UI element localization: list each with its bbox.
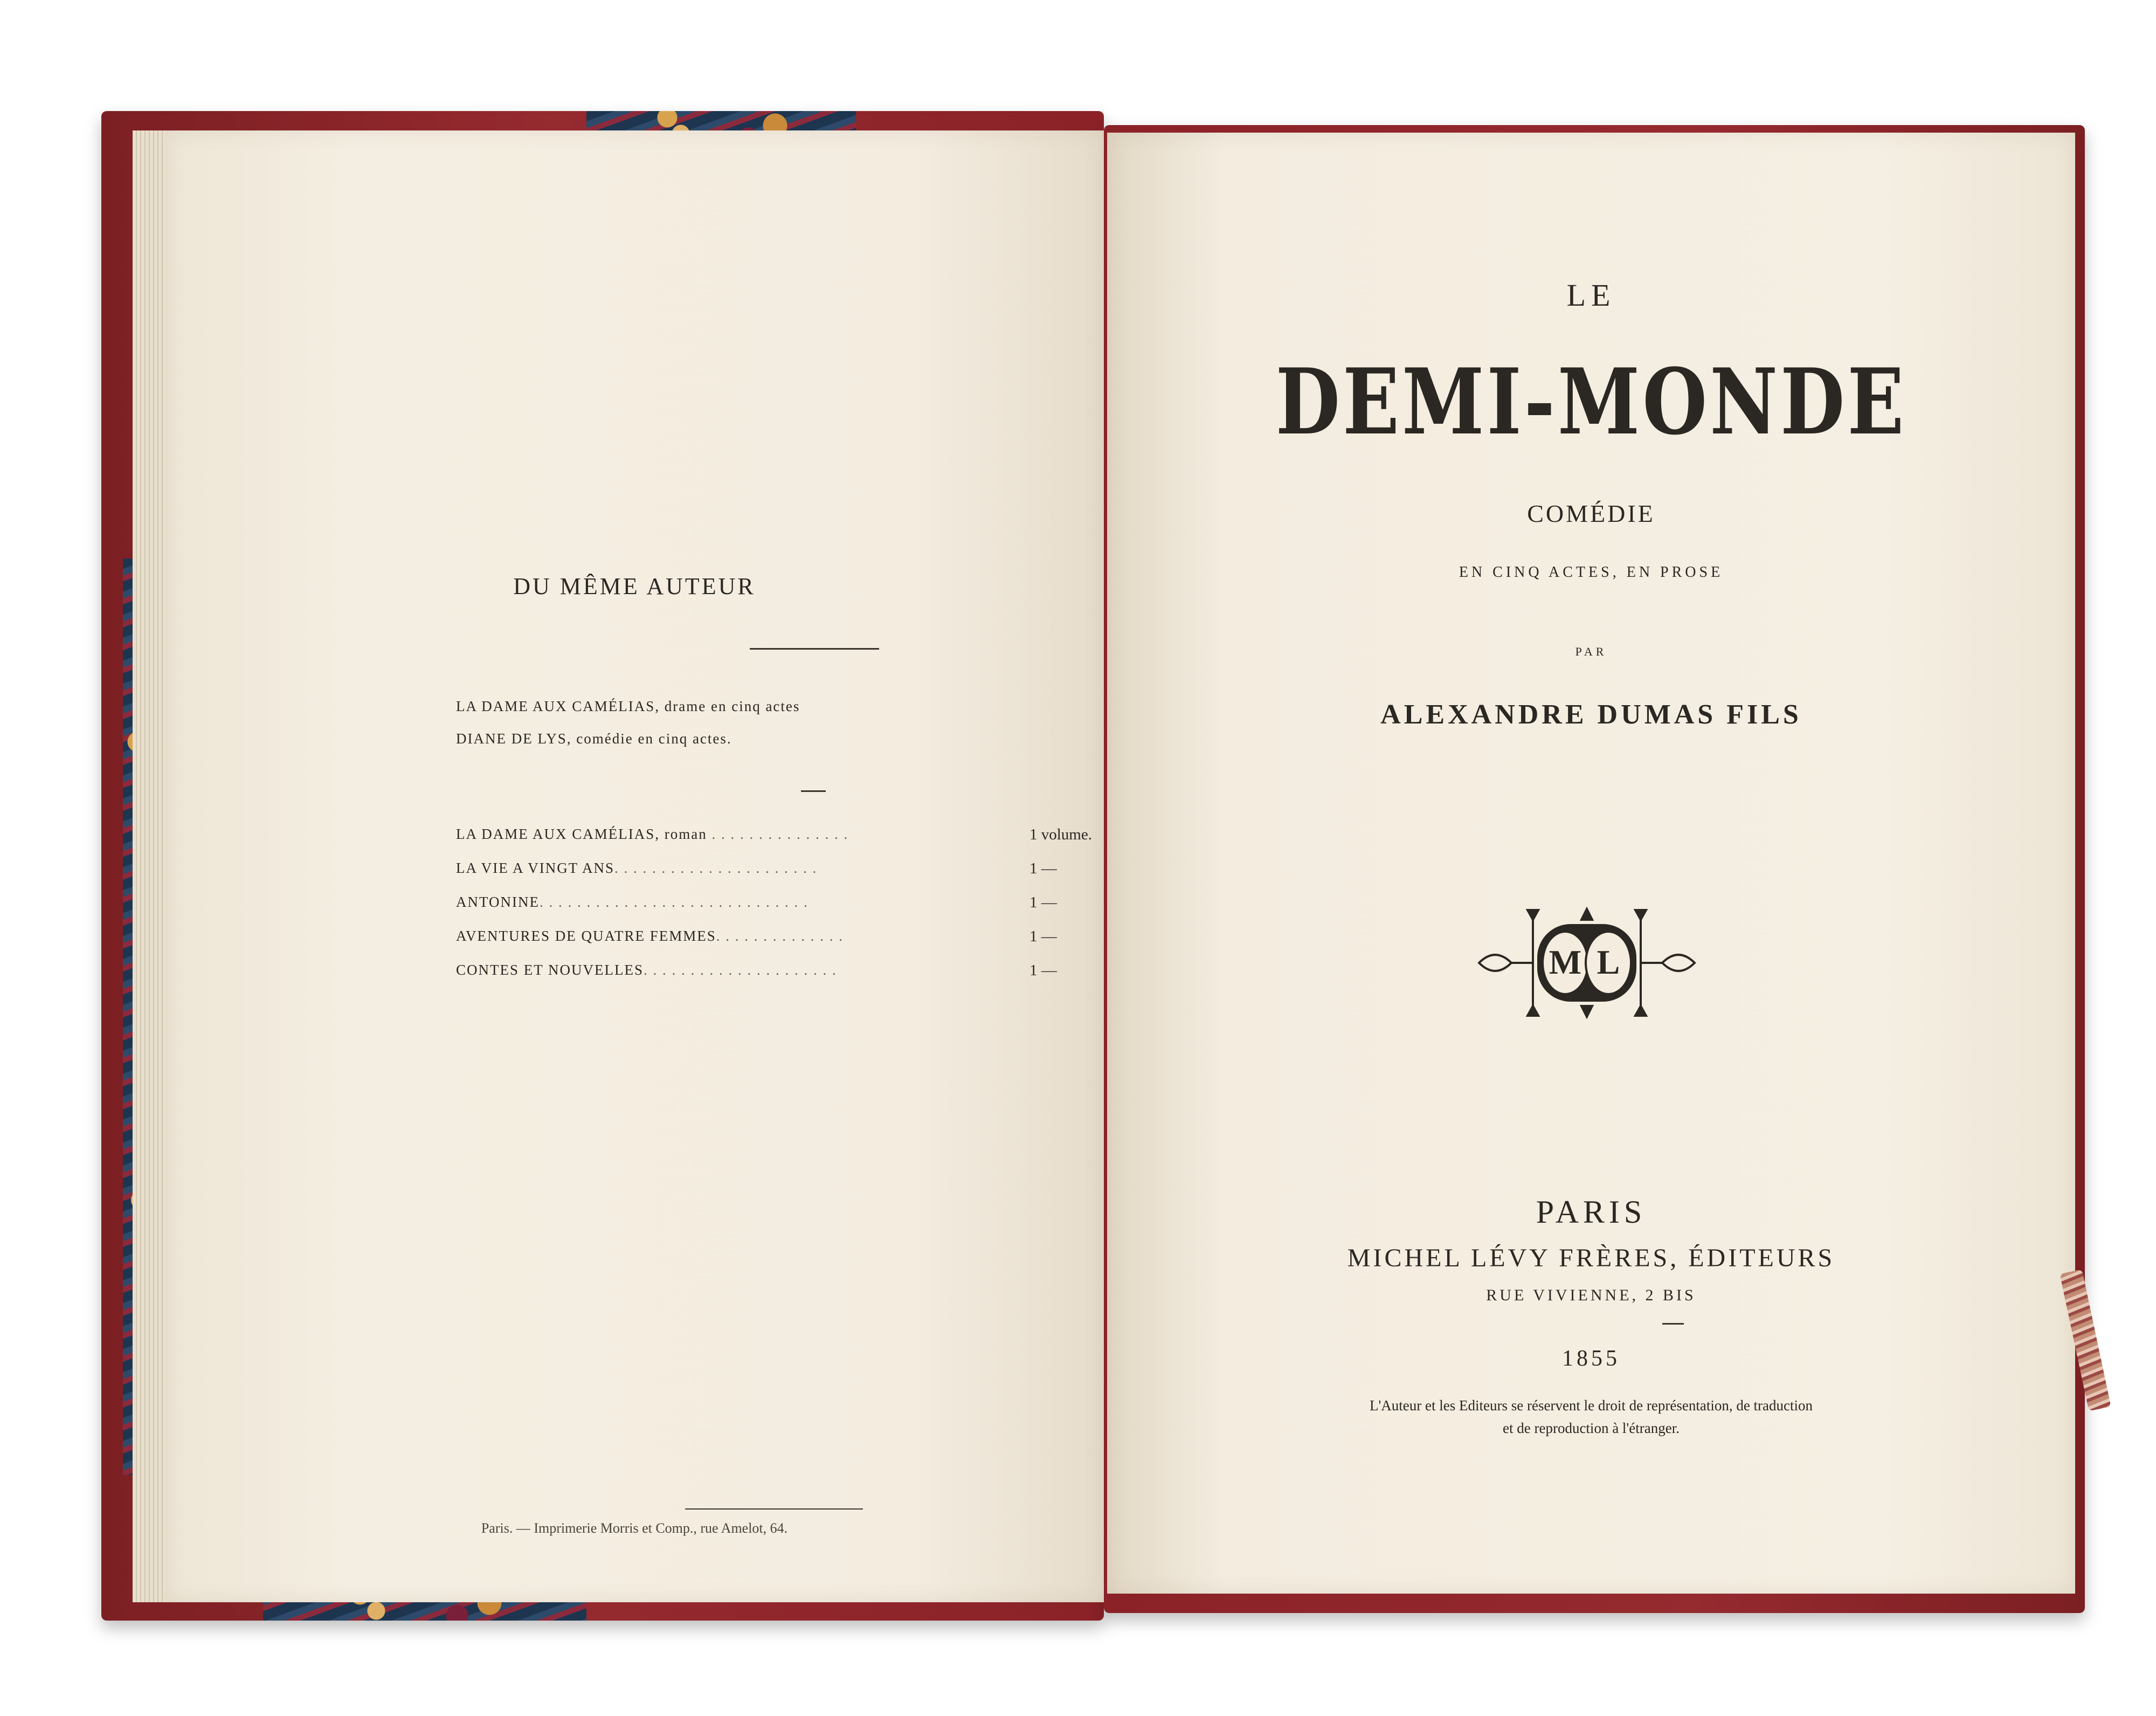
book-title: LA VIE A VINGT ANS [456, 860, 615, 876]
dot-leader: . . . . . . . . . . . . . . . . . . . . . . [614, 860, 818, 876]
heading-rule [750, 648, 879, 650]
left-page [165, 130, 1104, 1602]
left-page-heading: DU MÊME AUTEUR [513, 573, 756, 599]
book-title: ANTONINE [456, 894, 540, 910]
publication-year: 1855 [1562, 1346, 1620, 1371]
book-count: 1 — [1029, 894, 1057, 911]
dot-leader: . . . . . . . . . . . . . . . [707, 826, 849, 842]
plays-list [456, 690, 1103, 755]
printer-rule [685, 1508, 863, 1510]
section-dash [801, 790, 826, 792]
rights-notice [1107, 1394, 2075, 1439]
rights-line: et de reproduction à l'étranger. [1503, 1420, 1680, 1436]
printer-imprint: Paris. — Imprimerie Morris et Comp., rue Amelot, 64. [481, 1520, 788, 1536]
play-item: DIANE DE LYS, comédie en cinq actes. [456, 730, 732, 747]
book-row [456, 894, 1103, 911]
book-count: 1 — [1029, 928, 1057, 945]
book-row [456, 860, 1103, 877]
author-name: ALEXANDRE DUMAS FILS [1380, 699, 1802, 730]
dot-leader: . . . . . . . . . . . . . . . . . . . . . . . . . . . . . [539, 894, 808, 910]
publisher-address: RUE VIVIENNE, 2 BIS [1486, 1286, 1696, 1304]
book-title: DEMI-MONDE [1275, 348, 1907, 455]
book-row [456, 962, 1103, 978]
book-title: AVENTURES DE QUATRE FEMMES [456, 928, 716, 944]
by-line: PAR [1575, 645, 1607, 658]
book-count: 1 volume. [1029, 826, 1092, 843]
publisher-monogram-icon [1474, 898, 1700, 1028]
page-edges [133, 130, 165, 1602]
svg-text:M: M [1549, 943, 1582, 981]
book-count: 1 — [1029, 962, 1057, 979]
city: PARIS [1536, 1194, 1647, 1230]
book-row [456, 826, 1103, 843]
address-dash [1662, 1323, 1684, 1325]
publisher-name: MICHEL LÉVY FRÈRES, ÉDITEURS [1347, 1244, 1835, 1272]
svg-text:L: L [1597, 943, 1620, 981]
title-article: LE [1566, 278, 1616, 313]
title-page [1107, 133, 2075, 1594]
open-book [101, 111, 2085, 1621]
dot-leader: . . . . . . . . . . . . . . . . . . . . . [644, 962, 837, 978]
subtitle: EN CINQ ACTES, EN PROSE [1459, 564, 1724, 581]
book-title: LA DAME AUX CAMÉLIAS, roman [456, 826, 707, 842]
book-row [456, 928, 1103, 945]
book-count: 1 — [1029, 860, 1057, 877]
book-title: CONTES ET NOUVELLES [456, 962, 644, 978]
genre: COMÉDIE [1527, 500, 1655, 527]
play-item: LA DAME AUX CAMÉLIAS, drame en cinq actes [456, 698, 800, 714]
rights-line: L'Auteur et les Editeurs se réservent le droit de représentation, de traduction [1369, 1397, 1813, 1414]
dot-leader: . . . . . . . . . . . . . . [716, 928, 844, 944]
